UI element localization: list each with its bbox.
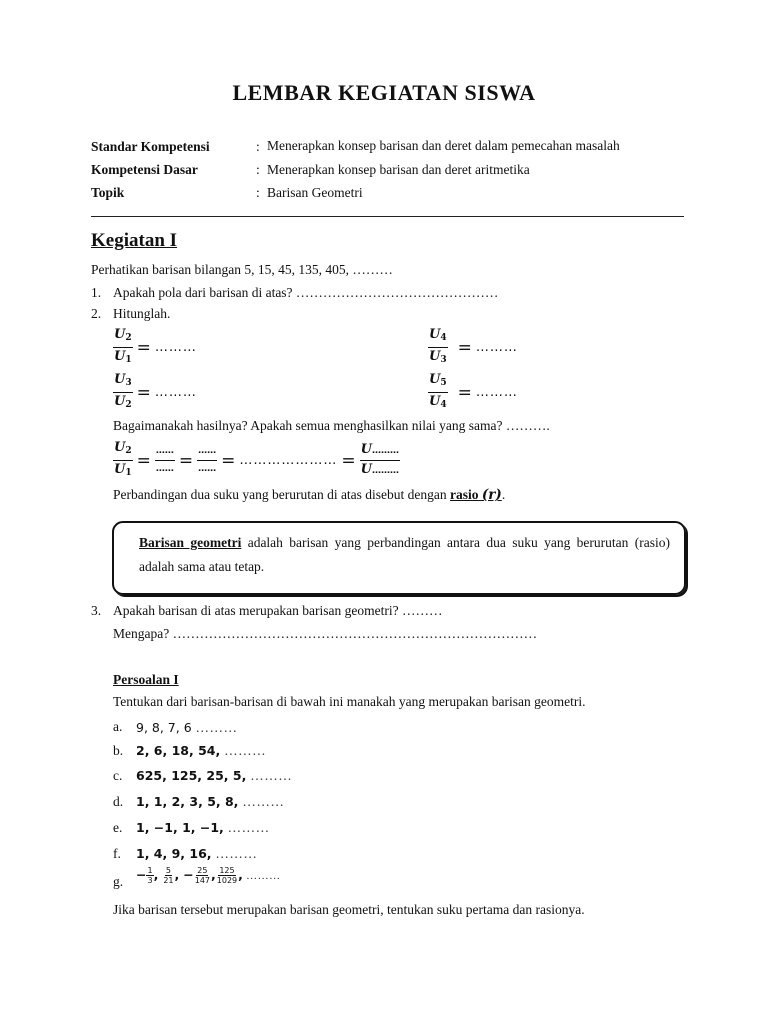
sequence-item-d: 1, 1, 2, 3, 5, 8, ………: [136, 794, 285, 809]
ratio-u2-u1: $\frac{U_2}{U_1}$ = ………: [114, 327, 197, 365]
meta-value-kompetensi: Menerapkan konsep barisan dan deret aritmetika: [267, 162, 530, 177]
item-letter: b.: [113, 743, 124, 758]
item-letter: e.: [113, 820, 123, 835]
question-2: Hitunglah.: [113, 306, 171, 321]
sequence-item-a: 9, 8, 7, 6 ………: [136, 720, 238, 735]
sequence-item-b: 2, 6, 18, 54, ………: [136, 743, 267, 758]
answer-blank: ………: [475, 340, 518, 355]
ratio-u5-u4: $\frac{U_5}{U_4}$ = ………: [429, 372, 518, 410]
header-divider: [91, 216, 684, 217]
meta-colon: :: [256, 139, 260, 154]
question-number: 2.: [91, 306, 102, 321]
question-number: 1.: [91, 285, 102, 300]
meta-colon: :: [256, 185, 260, 200]
definition-text: Barisan geometri adalah barisan yang perbandingan antara dua suku yang berurutan (rasio) adalah sama atau tetap.: [139, 535, 671, 574]
meta-label-topik: Topik: [91, 185, 125, 200]
sequence-item-c: 625, 125, 25, 5, ………: [136, 768, 293, 783]
question-3-why: Mengapa? ………………………………………………………………………: [113, 626, 538, 641]
page-title: LEMBAR KEGIATAN SISWA: [232, 80, 536, 105]
meta-colon: :: [256, 162, 260, 177]
meta-value-standar: Menerapkan konsep barisan dan deret dalam pemecahan masalah: [267, 138, 620, 153]
compare-question: Bagaimanakah hasilnya? Apakah semua menghasilkan nilai yang sama? ……….: [113, 418, 550, 433]
intro-text: Perhatikan barisan bilangan 5, 15, 45, 135, 405, ………: [91, 262, 393, 277]
sequence-item-f: 1, 4, 9, 16, ………: [136, 846, 258, 861]
section-heading-kegiatan: Kegiatan I: [91, 230, 178, 251]
item-letter: g.: [113, 874, 124, 889]
sequence-item-e: 1, −1, 1, −1, ………: [136, 820, 270, 835]
definition-term: Barisan geometri: [139, 535, 242, 550]
sequence-item-g: − $\frac{1}{3}$ , $\frac{5}{21}$ , − $\frac{25}{147}$ , $\frac{125}{1029}$ , ………: [136, 866, 281, 885]
rasio-term: rasio (r): [450, 487, 502, 503]
ratio-chain-equation: $\frac{U_2}{U_1}$ = $\frac{\dots\dots}{\dots\dots}$ = $\frac{\dots\dots}{\dots\dots}$ = ………………… = $\frac{U\dots\dots\dots}{U\dots\dots\dots}$: [114, 440, 399, 478]
item-letter: c.: [113, 768, 123, 783]
section-heading-persoalan: Persoalan I: [113, 672, 179, 687]
answer-blank: ………: [154, 385, 197, 400]
answer-blank: ………: [154, 340, 197, 355]
persoalan-instruction: Tentukan dari barisan-barisan di bawah ini manakah yang merupakan barisan geometri.: [113, 694, 586, 709]
meta-value-topik: Barisan Geometri: [267, 185, 363, 200]
question-number: 3.: [91, 603, 102, 618]
meta-label-kompetensi: Kompetensi Dasar: [91, 162, 198, 177]
ratio-u4-u3: $\frac{U_4}{U_3}$ = ………: [429, 327, 518, 365]
item-letter: d.: [113, 794, 124, 809]
question-3: Apakah barisan di atas merupakan barisan geometri? ………: [113, 603, 443, 618]
persoalan-closing: Jika barisan tersebut merupakan barisan geometri, tentukan suku pertama dan rasionya.: [113, 902, 585, 917]
item-letter: f.: [113, 846, 121, 861]
rasio-sentence: Perbandingan dua suku yang berurutan di atas disebut dengan rasio (r).: [113, 487, 506, 503]
question-1: Apakah pola dari barisan di atas? ………………………………………: [113, 285, 499, 300]
answer-blank: ………: [475, 385, 518, 400]
meta-label-standar: Standar Kompetensi: [91, 139, 210, 154]
ratio-u3-u2: $\frac{U_3}{U_2}$ = ………: [114, 372, 197, 410]
item-letter: a.: [113, 719, 123, 734]
